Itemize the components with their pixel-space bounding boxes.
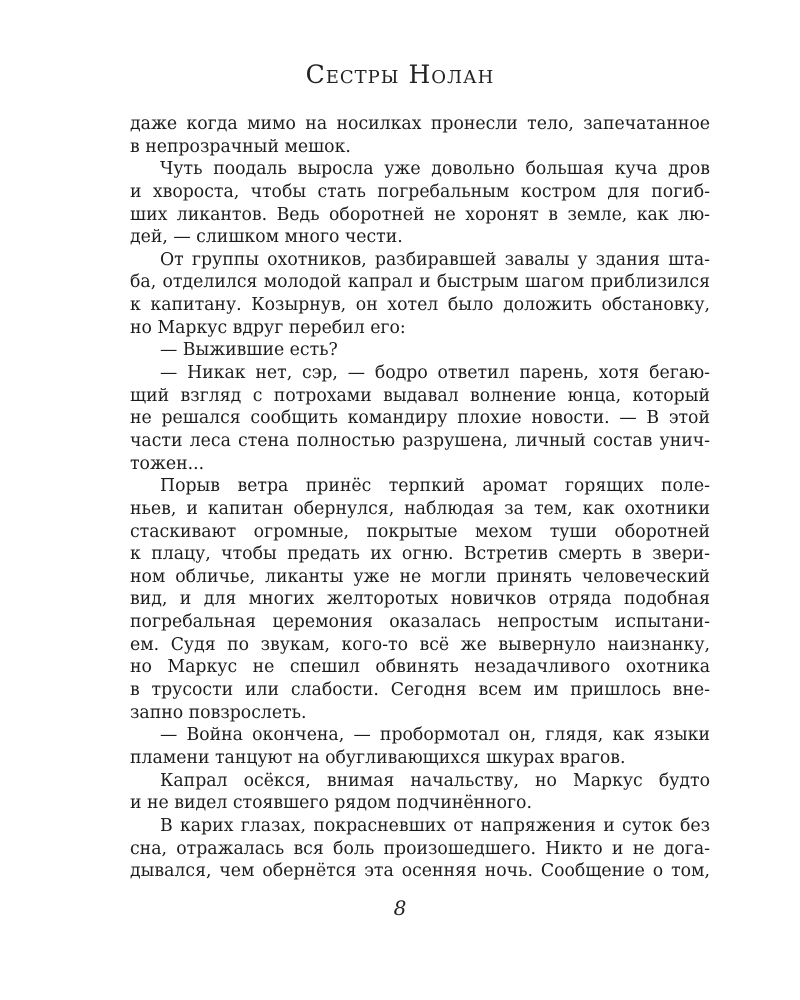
text-line: — Никак нет, сэр, — бодро ответил парень, хотя бегаю-	[160, 363, 710, 384]
text-line: даже когда мимо на носилках пронесли тело, запечатанное	[130, 114, 710, 134]
text-line: стаскивают огромные, покрытые мехом туши оборотней	[130, 521, 710, 542]
text-line: в непрозрачный мешок.	[130, 136, 351, 157]
text-line: Чуть поодаль выросла уже довольно большая куча дров	[160, 159, 710, 180]
text-line: но Маркус не спешил обвинять незадачливого охотника	[130, 657, 710, 678]
text-line: в трусости или слабости. Сегодня всем им пришлось вне-	[130, 680, 710, 701]
text-line: но Маркус вдруг перебил его:	[130, 317, 406, 338]
text-line: ем. Судя по звукам, кого-то всё же вывернуло наизнанку,	[130, 634, 710, 655]
text-line: вид, и для многих желторотых новичков отряда подобная	[130, 589, 710, 610]
text-line: сна, отражалась вся боль произошедшего. Никто и не дога-	[130, 838, 710, 859]
text-line: и хвороста, чтобы стать погребальным костром для погиб-	[130, 181, 710, 202]
running-head: Сестры Нолан	[305, 60, 495, 89]
text-line: пламени танцуют на обугливающихся шкурах врагов.	[130, 747, 626, 768]
text-line: дывался, чем обернётся эта осенняя ночь. Сообщение о том,	[130, 861, 710, 882]
text-line: Порыв ветра принёс терпкий аромат горящих поле-	[160, 476, 710, 497]
text-line: запно повзрослеть.	[130, 702, 307, 723]
text-line: погребальная церемония оказалась непростым испытани-	[130, 612, 710, 633]
text-line: — Война окончена, — пробормотал он, глядя, как языки	[160, 725, 710, 746]
text-line: ньев, и капитан обернулся, наблюдая за тем, как охотники	[130, 498, 710, 519]
text-line: дей, — слишком много чести.	[130, 227, 403, 248]
text-line: к капитану. Козырнув, он хотел было доложить обстановку,	[130, 295, 710, 316]
text-line: щий взгляд с потрохами выдавал волнение юнца, который	[130, 385, 710, 406]
body-text	[130, 113, 710, 883]
text-line: От группы охотников, разбиравшей завалы у здания шта-	[160, 249, 710, 270]
text-line: не решался сообщить командиру плохие новости. — В этой	[130, 408, 710, 429]
text-line: В карих глазах, покрасневших от напряжения и суток без	[160, 815, 710, 836]
text-line: ном обличье, ликанты уже не могли принять человеческий	[130, 566, 710, 587]
text-line: тожен...	[130, 453, 205, 474]
text-line: — Выжившие есть?	[160, 340, 338, 361]
page-number: 8	[393, 896, 407, 920]
text-line: ших ликантов. Ведь оборотней не хоронят в земле, как лю-	[130, 204, 710, 225]
text-line: Капрал осёкся, внимая начальству, но Маркус будто	[160, 770, 710, 791]
text-line: ба, отделился молодой капрал и быстрым шагом приблизился	[130, 272, 710, 293]
text-line: и не видел стоявшего рядом подчинённого.	[130, 793, 532, 814]
text-line: части леса стена полностью разрушена, личный состав унич-	[130, 430, 710, 451]
text-line: к плацу, чтобы предать их огню. Встретив смерть в звери-	[130, 544, 710, 565]
